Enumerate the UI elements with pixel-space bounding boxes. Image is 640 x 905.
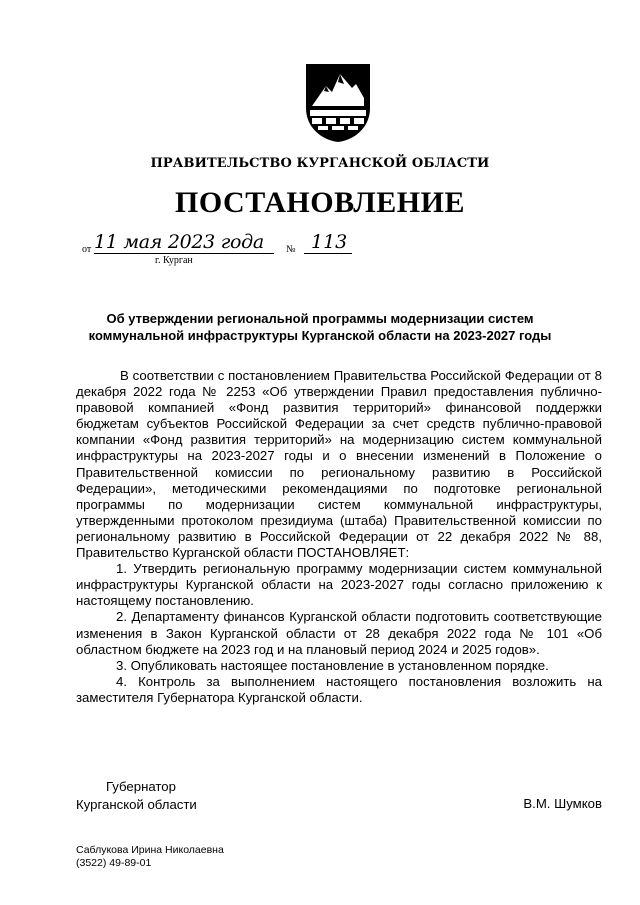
document-number: 113 xyxy=(311,231,348,253)
position-line-2: Курганской области xyxy=(76,797,197,812)
preamble-paragraph: В соответствии с постановлением Правительства Российской Федерации от 8 декабря 2022 года № 2253 «Об утверждении Правил предоставления публично-правовой компанией «Фонд развития территорий» финансовой поддержки бюджетам субъектов Российской Федерации за счет средств публично-правовой компании «Фонд развития территорий» на модернизацию систем коммунальной инфраструктуры на 2023-2027 годы и о внесении изменений в Положение о Правительственной комиссии по региональному развитию в Российской Федерации», методическими рекомендациями по подготовке региональной программы по модернизации систем коммунальной инфраструктуры, утвержденными протоколом президиума (штаба) Правительственной комиссии по региональному развитию в Российской Федерации от 22 декабря 2022 № 88, Правительство Курганской области ПОСТАНОВЛЯЕТ: xyxy=(76,368,602,561)
signatory-name: В.М. Шумков xyxy=(523,796,602,811)
from-label: от xyxy=(82,244,92,255)
contact-person: Саблукова Ирина Николаевна xyxy=(76,844,224,856)
signatory-position xyxy=(76,778,197,814)
contact-phone: (3522) 49-89-01 xyxy=(76,857,152,869)
document-title xyxy=(70,310,570,344)
document-date: 11 мая 2023 года xyxy=(94,231,264,253)
coat-of-arms-emblem xyxy=(302,62,374,144)
city-label: г. Курган xyxy=(155,255,193,266)
document-type: ПОСТАНОВЛЕНИЕ xyxy=(175,186,465,219)
resolution-item-4: 4. Контроль за выполнением настоящего постановления возложить на заместителя Губернатора Курганской области. xyxy=(76,673,602,705)
date-underline xyxy=(94,253,274,254)
number-label: № xyxy=(286,244,296,255)
number-underline xyxy=(304,253,352,254)
title-line-2: коммунальной инфраструктуры Курганской области на 2023-2027 годы xyxy=(88,328,552,343)
date-number-line xyxy=(82,231,382,271)
document-body xyxy=(76,368,602,706)
resolution-item-3: 3. Опубликовать настоящее постановление в установленном порядке. xyxy=(116,657,549,673)
title-line-1: Об утверждении региональной программы модернизации систем xyxy=(106,311,534,326)
resolution-item-1: 1. Утвердить региональную программу модернизации систем коммунальной инфраструктуры Курганской области на 2023-2027 годы согласно приложению к настоящему постановлению. xyxy=(76,561,602,609)
resolution-item-2: 2. Департаменту финансов Курганской области подготовить соответствующие изменения в Закон Курганской области от 28 декабря 2022 года № 101 «Об областном бюджете на 2023 год и на плановый период 2024 и 2025 годов». xyxy=(76,609,602,657)
position-line-1: Губернатор xyxy=(106,779,176,794)
government-name: ПРАВИТЕЛЬСТВО КУРГАНСКОЙ ОБЛАСТИ xyxy=(150,156,490,171)
contact-block xyxy=(76,844,224,870)
